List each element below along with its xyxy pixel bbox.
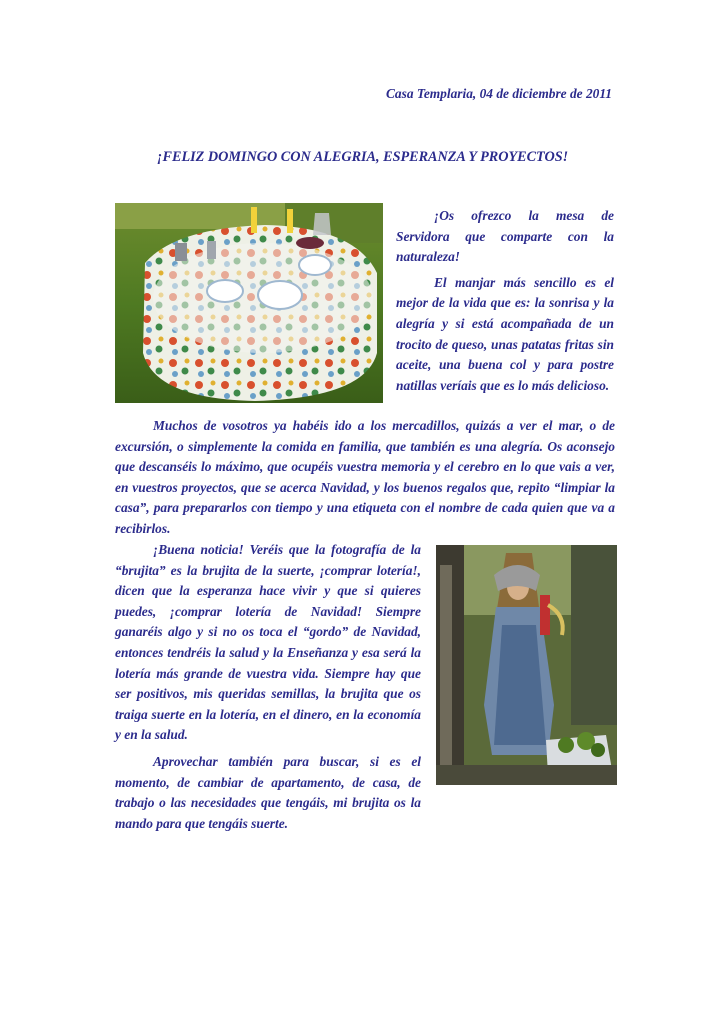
date-line: Casa Templaria, 04 de diciembre de 2011 <box>385 86 612 101</box>
paragraph-luck: Aprovechar también para buscar, si es el momento, de cambiar de apartamento, de casa, de trabajo o las necesidades que tengáis, mi brujita os la mando para que tengáis suerte. <box>115 753 421 831</box>
table-photo <box>115 203 383 403</box>
paragraph-markets: Muchos de vosotros ya habéis ido a los mercadillos, quizás a ver el mar, o de excursión, o simplemente la comida en familia, que también es una alegría. Os aconsejo que descanséis lo máximo, que ocupéis vuestra memoria y el cerebro en lo que vais a ver, en vuestros proyectos, que se acerca Navidad, y los buenos regalos que, repito “limpiar la casa”, para prepararlos con tiempo y una etiqueta con el nombre de cada quien que va a recibirlos. <box>115 418 615 536</box>
intro-paragraph-1: ¡Os ofrezco la mesa de Servidora que comparte con la naturaleza! <box>396 208 614 265</box>
intro-paragraph-2: El manjar más sencillo es el mejor de la vida que es: la sonrisa y la alegría y si está acompañada de un trocito de queso, unas patatas fritas sin aceite, una buena col y para postre natillas veríais que es lo más delicioso. <box>396 274 614 393</box>
page-headline: ¡FELIZ DOMINGO CON ALEGRIA, ESPERANZA Y PROYECTOS! <box>157 149 569 165</box>
witch-photo <box>436 545 617 785</box>
paragraph-lottery: ¡Buena noticia! Veréis que la fotografía de la “brujita” es la brujita de la suerte, ¡comprar lotería!, dicen que la esperanza hace vivir y que si quieres puedes, ¡comprar lotería de Navidad! Siempre ganaréis algo y si no os toca el “gordo” de Navidad, entonces tendréis la salud y la Enseñanza y esa será la lotería más grande de vuestra vida. Siempre hay que ser positivos, mis queridas semillas, la brujita que os traiga suerte en la lotería, en el dinero, en la economía y en la salud. <box>115 542 421 743</box>
intro-text <box>396 206 614 401</box>
lottery-text <box>115 540 421 840</box>
